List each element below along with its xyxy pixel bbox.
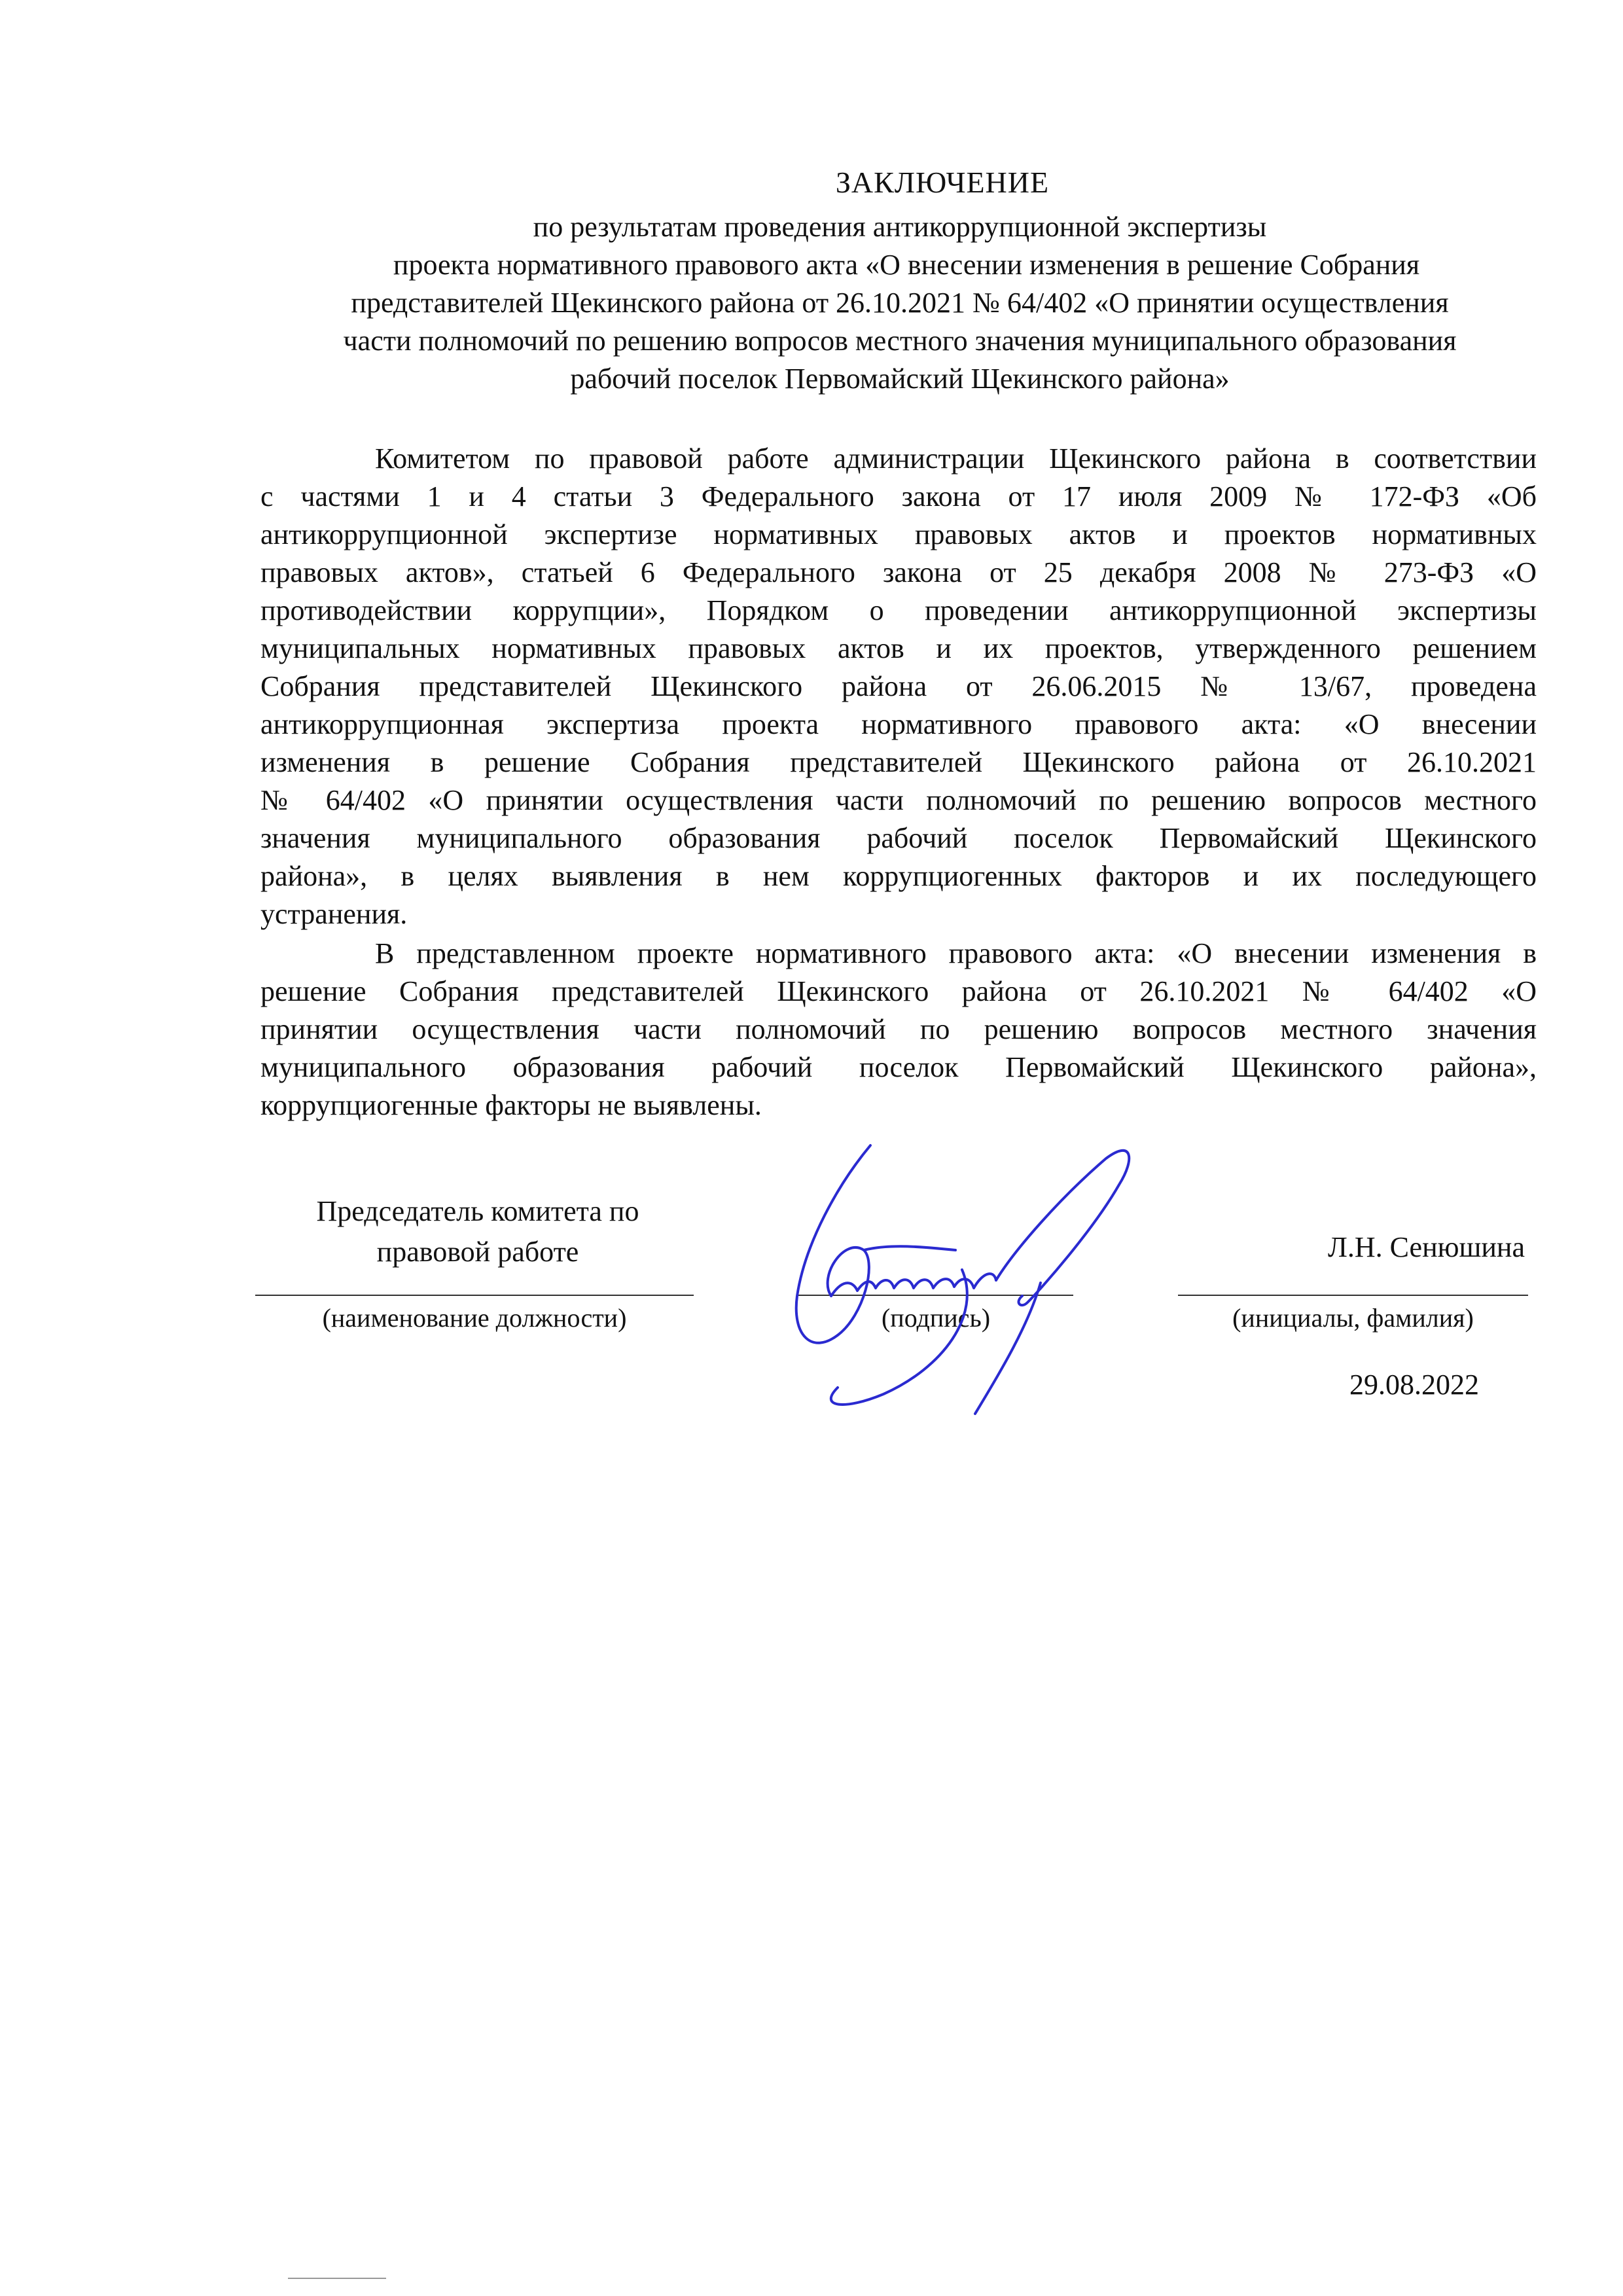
handwritten-signature — [766, 1119, 1145, 1427]
paragraph-conclusion-basis — [260, 440, 1537, 933]
signature-caption: (подпись) — [881, 1303, 991, 1333]
paragraph-line: Собрания представителей Щекинского района от 26.06.2015 № 13/67, проведена — [260, 670, 1537, 702]
subtitle-line: части полномочий по решению вопросов местного значения муниципального образования — [343, 325, 1457, 357]
document-subtitle — [262, 208, 1538, 398]
document-title: ЗАКЛЮЧЕНИЕ — [835, 166, 1050, 199]
signatory-position — [249, 1191, 707, 1272]
paragraph-line: № 64/402 «О принятии осуществления части полномочий по решению вопросов местного — [260, 784, 1537, 816]
paragraph-line: антикоррупционной экспертизе нормативных правовых актов и проектов нормативных — [260, 518, 1537, 550]
paragraph-line: муниципальных нормативных правовых актов и их проектов, утвержденного решением — [260, 632, 1537, 664]
name-underline — [1178, 1295, 1528, 1296]
position-line: Председатель комитета по — [316, 1195, 639, 1227]
signatory-name: Л.Н. Сенюшина — [1328, 1231, 1525, 1263]
paragraph-line: противодействии коррупции», Порядком о проведении антикоррупционной экспертизы — [260, 594, 1537, 626]
position-underline — [255, 1295, 694, 1296]
subtitle-line: рабочий поселок Первомайский Щекинского района» — [570, 363, 1230, 395]
paragraph-line: правовых актов», статьей 6 Федерального закона от 25 декабря 2008 № 273-ФЗ «О — [260, 556, 1537, 588]
paragraph-line: В представленном проекте нормативного правового акта: «О внесении изменения в — [375, 937, 1537, 969]
paragraph-line: с частями 1 и 4 статьи 3 Федерального закона от 17 июля 2009 № 172-ФЗ «Об — [260, 480, 1537, 512]
paragraph-line: изменения в решение Собрания представителей Щекинского района от 26.10.2021 — [260, 746, 1537, 778]
document-date: 29.08.2022 — [1349, 1369, 1479, 1401]
subtitle-line: представителей Щекинского района от 26.10.2021 № 64/402 «О принятии осуществления — [351, 287, 1449, 319]
paragraph-line: Комитетом по правовой работе администрации Щекинского района в соответствии — [375, 442, 1537, 475]
paragraph-line: устранения. — [260, 898, 408, 930]
scan-edge-mark — [288, 2278, 386, 2279]
paragraph-conclusion-result — [260, 935, 1537, 1124]
name-caption: (инициалы, фамилия) — [1232, 1303, 1474, 1333]
subtitle-line: по результатам проведения антикоррупционной экспертизы — [533, 211, 1267, 243]
paragraph-line: антикоррупционная экспертиза проекта нормативного правового акта: «О внесении — [260, 708, 1537, 740]
paragraph-line: района», в целях выявления в нем коррупциогенных факторов и их последующего — [260, 860, 1537, 892]
subtitle-line: проекта нормативного правового акта «О внесении изменения в решение Собрания — [393, 249, 1420, 281]
paragraph-line: муниципального образования рабочий поселок Первомайский Щекинского района», — [260, 1051, 1537, 1083]
position-caption: (наименование должности) — [322, 1303, 627, 1333]
position-line: правовой работе — [376, 1236, 579, 1268]
paragraph-line: решение Собрания представителей Щекинского района от 26.10.2021 № 64/402 «О — [260, 975, 1537, 1007]
paragraph-line: значения муниципального образования рабочий поселок Первомайский Щекинского — [260, 822, 1537, 854]
paragraph-line: принятии осуществления части полномочий по решению вопросов местного значения — [260, 1013, 1537, 1045]
paragraph-line: коррупциогенные факторы не выявлены. — [260, 1089, 762, 1121]
